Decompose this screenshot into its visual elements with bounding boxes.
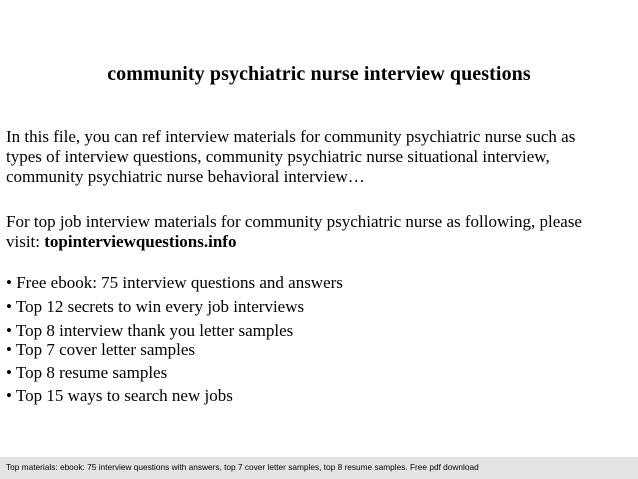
materials-paragraph	[6, 212, 631, 252]
bullet-item: • Top 8 resume samples	[6, 363, 168, 382]
bullet-item: • Top 12 secrets to win every job interviews	[6, 297, 305, 316]
footer-bar	[0, 457, 638, 479]
visit-prefix: visit:	[6, 232, 45, 251]
bullet-item: • Top 8 interview thank you letter samples	[6, 321, 294, 340]
intro-paragraph	[6, 127, 626, 187]
page-title: community psychiatric nurse interview questions	[107, 63, 531, 85]
bullet-item: • Free ebook: 75 interview questions and answers	[6, 273, 343, 292]
materials-line: For top job interview materials for community psychiatric nurse as following, please	[6, 212, 582, 231]
visit-line	[6, 232, 631, 252]
intro-line: types of interview questions, community psychiatric nurse situational interview,	[6, 147, 550, 166]
bullet-item: • Top 15 ways to search new jobs	[6, 386, 233, 405]
intro-line: In this file, you can ref interview materials for community psychiatric nurse such as	[6, 127, 576, 146]
website-link[interactable]: topinterviewquestions.info	[44, 232, 237, 251]
bullet-item: • Top 7 cover letter samples	[6, 340, 196, 359]
footer-text: Top materials: ebook: 75 interview questions with answers, top 7 cover letter samples, top 8 resume samples. Free pdf download	[6, 462, 479, 472]
intro-line: community psychiatric nurse behavioral interview…	[6, 167, 365, 186]
